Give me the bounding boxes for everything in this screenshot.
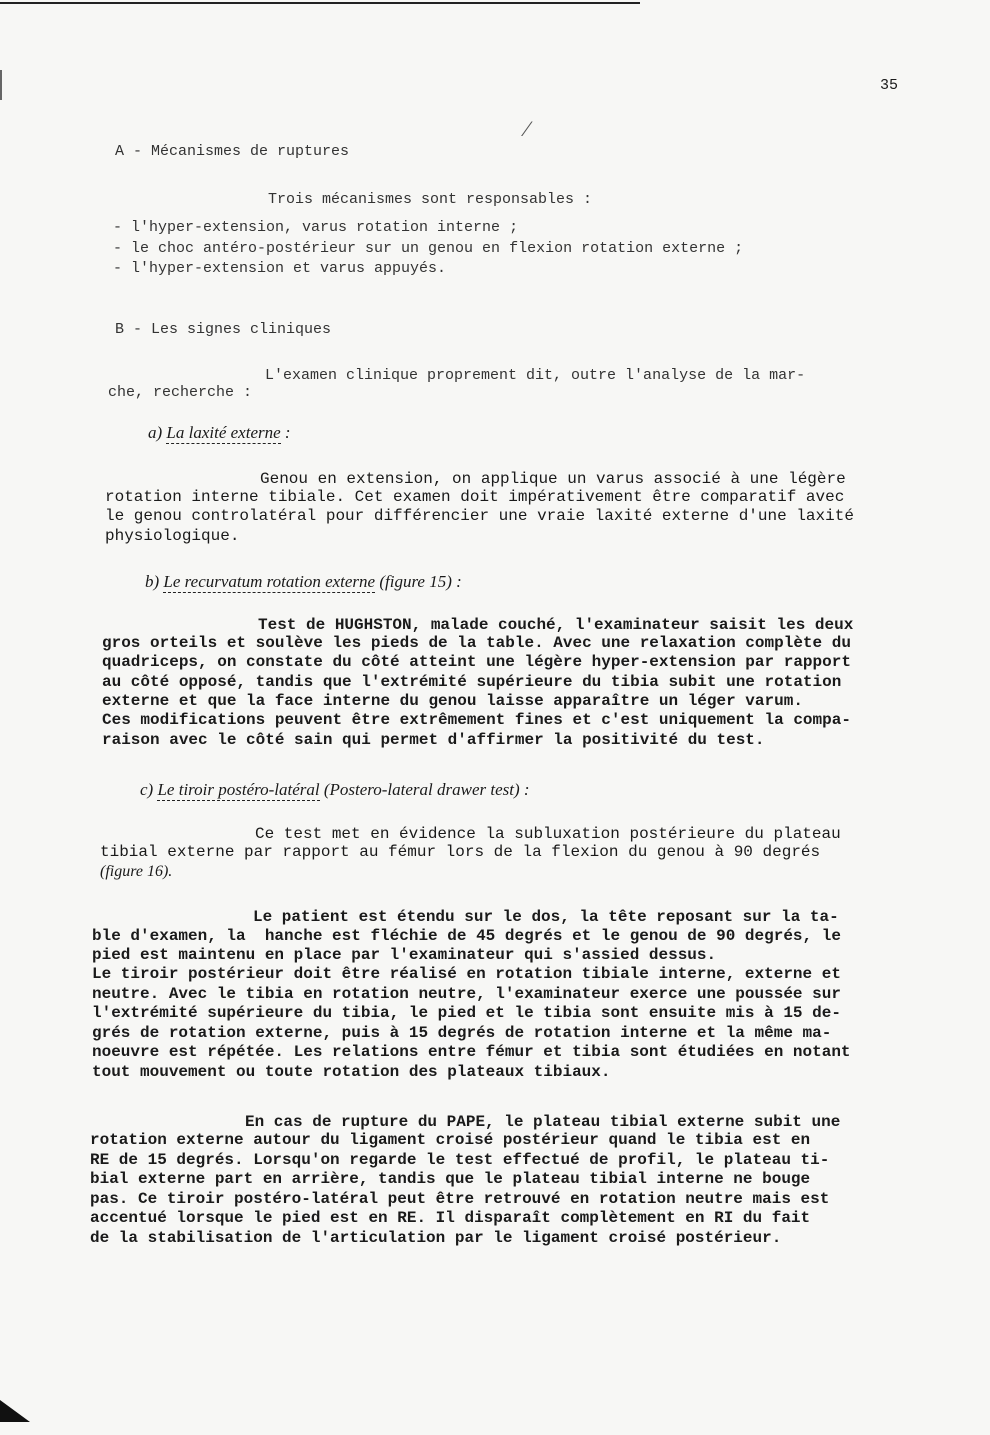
paragraph-line: pas. Ce tiroir postéro-latéral peut être retrouvé en rotation neutre mais est (90, 1190, 830, 1208)
scan-top-edge (0, 2, 640, 4)
paragraph-line: Ce test met en évidence la subluxation postérieure du plateau (255, 825, 841, 843)
subsection-b-title: Le recurvatum rotation externe (163, 572, 376, 591)
scan-left-mark (0, 70, 2, 100)
paragraph-line: accentué lorsque le pied est en RE. Il disparaît complètement en RI du fait (90, 1209, 811, 1227)
section-a-intro: Trois mécanismes sont responsables : (268, 191, 593, 208)
section-b-intro-line: che, recherche : (108, 384, 253, 401)
paragraph-line: Le tiroir postérieur doit être réalisé en rotation tibiale interne, externe et (92, 965, 841, 983)
section-b-title: B - Les signes cliniques (115, 321, 332, 338)
section-b-intro-line: L'examen clinique proprement dit, outre l'analyse de la mar- (265, 367, 806, 384)
paragraph-line: grés de rotation externe, puis à 15 degrés de rotation interne et la même ma- (92, 1024, 832, 1042)
section-a-item: - le choc antéro-postérieur sur un genou en flexion rotation externe ; (113, 240, 744, 257)
paragraph-line: Genou en extension, on applique un varus associé à une légère (260, 470, 846, 488)
subsection-a-label: a) (148, 423, 163, 442)
paragraph-line: tout mouvement ou toute rotation des plateaux tibiaux. (92, 1063, 611, 1081)
paragraph-line: physiologique. (105, 527, 240, 545)
paragraph-line: l'extrémité supérieure du tibia, le pied et le tibia sont ensuite mis à 15 de- (92, 1004, 841, 1022)
section-a-item: - l'hyper-extension, varus rotation interne ; (113, 219, 519, 236)
section-a-title: A - Mécanismes de ruptures (115, 143, 350, 160)
paragraph-line: pied est maintenu en place par l'examinateur qui s'assied dessus. (92, 946, 717, 964)
handwritten-tick: ⁄ (520, 118, 534, 143)
paragraph-line: raison avec le côté sain qui permet d'affirmer la positivité du test. (102, 731, 765, 749)
paragraph-line: tibial externe par rapport au fémur lors de la flexion du genou à 90 degrés (100, 843, 821, 861)
paragraph-line: rotation externe autour du ligament croisé postérieur quand le tibia est en (90, 1131, 811, 1149)
figure-reference: (figure 16). (100, 863, 173, 880)
subsection-b-label: b) (145, 572, 160, 591)
section-a-item: - l'hyper-extension et varus appuyés. (113, 260, 447, 277)
page-number: 35 (880, 77, 899, 94)
paragraph-line: Test de HUGHSTON, malade couché, l'examinateur saisit les deux (258, 616, 854, 634)
paragraph-line: quadriceps, on constate du côté atteint une légère hyper-extension par rapport (102, 653, 851, 671)
paragraph-line: au côté opposé, tandis que l'extrémité supérieure du tibia subit une rotation (102, 673, 842, 691)
subsection-c-suffix: (Postero-lateral drawer test) : (319, 780, 530, 799)
paragraph-line: bial externe part en arrière, tandis que le plateau tibial interne ne bouge (90, 1170, 811, 1188)
subsection-c-label: c) (140, 780, 154, 799)
subsection-a-suffix: : (280, 423, 291, 442)
subsection-c-heading (140, 780, 530, 799)
paragraph-line: En cas de rupture du PAPE, le plateau tibial externe subit une (245, 1113, 841, 1131)
paragraph-line: gros orteils et soulève les pieds de la table. Avec une relaxation complète du (102, 634, 851, 652)
paragraph-line: RE de 15 degrés. Lorsqu'on regarde le test effectué de profil, le plateau ti- (90, 1151, 830, 1169)
paragraph-line: externe et que la face interne du genou laisse apparaître un léger varum. (102, 692, 803, 710)
paragraph-line: noeuvre est répétée. Les relations entre fémur et tibia sont étudiées en notant (92, 1043, 851, 1061)
subsection-a-title: La laxité externe (166, 423, 281, 442)
subsection-b-suffix: (figure 15) : (375, 572, 462, 591)
paragraph-line: Le patient est étendu sur le dos, la tête reposant sur la ta- (253, 908, 839, 926)
paragraph-line: ble d'examen, la hanche est fléchie de 45 degrés et le genou de 90 degrés, le (92, 927, 841, 945)
paragraph-line: rotation interne tibiale. Cet examen doit impérativement être comparatif avec (105, 488, 845, 506)
paragraph-line: de la stabilisation de l'articulation par le ligament croisé postérieur. (90, 1229, 782, 1247)
subsection-b-heading (145, 572, 462, 591)
subsection-a-heading (148, 423, 291, 442)
subsection-c-title: Le tiroir postéro-latéral (157, 780, 320, 799)
paragraph-line: le genou controlatéral pour différencier une vraie laxité externe d'une laxité (105, 507, 854, 525)
scan-corner-mark (0, 1400, 30, 1422)
paragraph-line: neutre. Avec le tibia en rotation neutre, l'examinateur exerce une poussée sur (92, 985, 841, 1003)
paragraph-line: Ces modifications peuvent être extrêmement fines et c'est uniquement la compa- (102, 711, 851, 729)
